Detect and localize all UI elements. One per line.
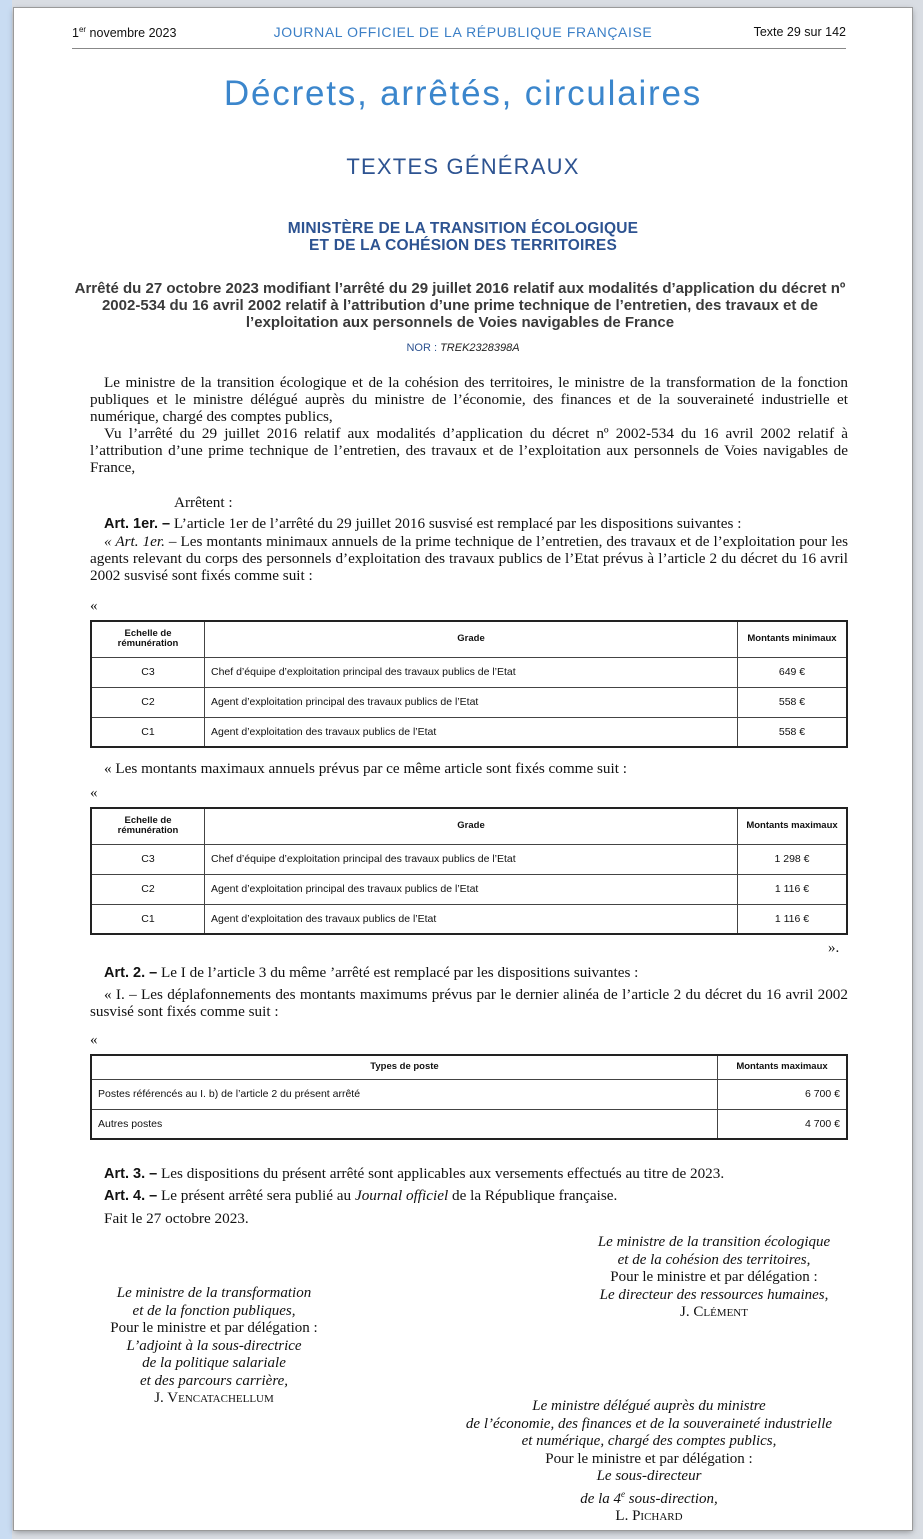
table-row: Postes référencés au I. b) de l’article 2 du présent arrêté 6 700 € bbox=[91, 1079, 847, 1109]
document-page bbox=[14, 8, 912, 1530]
article-1: Art. 1er. – L’article 1er de l’arrêté du 29 juillet 2016 susvisé est remplacé par les dispositions suivantes : « Art. 1er. – Les montants minimaux annuels de la prime technique de l’entretien, des travaux et de l’exploitation pour les agents relevant du corps des personnels d’exploitation des travaux publics de l’Etat prévus à l’article 2 du décret du 16 avril 2002 susvisé sont fixés comme suit : bbox=[90, 515, 848, 584]
arretent: Arrêtent : bbox=[174, 494, 233, 511]
table-row: C3 Chef d’équipe d’exploitation principal des travaux publics de l’Etat 649 € bbox=[91, 657, 847, 687]
signature-public-service: Le ministre de la transformation et de la fonction publiques, Pour le ministre et par délégation : L’adjoint à la sous-directrice de la politique salariale et des parcours carrière, J. Vencatachellum bbox=[110, 1285, 318, 1406]
table-post-types: Types de poste Montants maximaux Postes référencés au I. b) de l’article 2 du présent arrêté 6 700 € Autres postes 4 700 € bbox=[90, 1054, 848, 1140]
viewer-side-strip bbox=[0, 0, 12, 1539]
signature-public-accounts: Le ministre délégué auprès du ministre de l’économie, des finances et de la souveraineté industrielle et numérique, chargé des comptes publics, Pour le ministre et par délégation : Le sous-directeur de la 4e sous-direction, L. Pichard bbox=[465, 1398, 833, 1524]
open-quote: « bbox=[90, 598, 98, 614]
nor-reference: NOR : TREK2328398A bbox=[406, 342, 520, 354]
table-row: C1 Agent d’exploitation des travaux publics de l’Etat 1 116 € bbox=[91, 904, 847, 934]
table-row: C2 Agent d’exploitation principal des travaux publics de l’Etat 558 € bbox=[91, 687, 847, 717]
table-row: C3 Chef d’équipe d’exploitation principal des travaux publics de l’Etat 1 298 € bbox=[91, 844, 847, 874]
section-title: TEXTES GÉNÉRAUX bbox=[346, 154, 580, 179]
open-quote: « bbox=[90, 785, 98, 801]
article-4: Art. 4. – Le présent arrêté sera publié au Journal officiel de la République française. bbox=[104, 1187, 618, 1204]
open-quote: « bbox=[90, 1032, 98, 1048]
table-row: Autres postes 4 700 € bbox=[91, 1109, 847, 1139]
close-quote: ». bbox=[828, 940, 840, 956]
ministry-heading: MINISTÈRE DE LA TRANSITION ÉCOLOGIQUE ET DE LA COHÉSION DES TERRITOIRES bbox=[287, 220, 639, 254]
header-date: 1er novembre 2023 bbox=[72, 25, 177, 41]
page-title: Décrets, arrêtés, circulaires bbox=[223, 74, 703, 113]
article-2: Art. 2. – Le I de l’article 3 du même ’arrêté est remplacé par les dispositions suivantes : « I. – Les déplafonnements des montants maximums prévus par le dernier alinéa de l’article 2 du décret du 16 avril 2002 susvisé sont fixés comme suit : bbox=[90, 964, 848, 1020]
date-signature: Fait le 27 octobre 2023. bbox=[104, 1210, 249, 1227]
journal-name: JOURNAL OFFICIEL DE LA RÉPUBLIQUE FRANÇAISE bbox=[273, 24, 653, 40]
preamble: Le ministre de la transition écologique et de la cohésion des territoires, le ministre de la transformation de la fonction publiques et le ministre délégué auprès du ministre de l’économie, des finances et de la souveraineté industrielle et numérique, chargé des comptes publics, Vu l’arrêté du 29 juillet 2016 relatif aux modalités d’application du décret nº 2002-534 du 16 avril 2002 relatif à l’attribution d’une prime technique de l’entretien, des travaux et de l’exploitation aux personnels de Voies navigables de France, bbox=[90, 374, 848, 476]
maximum-intro: « Les montants maximaux annuels prévus par ce même article sont fixés comme suit : bbox=[104, 760, 627, 777]
table-row: C2 Agent d’exploitation principal des travaux publics de l’Etat 1 116 € bbox=[91, 874, 847, 904]
table-maximum-amounts: Echelle de rémunération Grade Montants maximaux C3 Chef d’équipe d’exploitation principal des travaux publics de l’Etat 1 298 € C2 Agent d’exploitation principal des travaux publics de l’Etat 1 116 € C1 Agent d’exploitation des travaux publics de l’Etat 1 116 € bbox=[90, 807, 848, 935]
page-header bbox=[14, 25, 912, 43]
signature-ecology: Le ministre de la transition écologique et de la cohésion des territoires, Pour le ministre et par délégation : Le directeur des ressources humaines, J. Clément bbox=[597, 1234, 831, 1320]
article-3: Art. 3. – Les dispositions du présent arrêté sont applicables aux versements effectués au titre de 2023. bbox=[104, 1165, 725, 1182]
header-rule bbox=[72, 48, 846, 49]
table-minimum-amounts: Echelle de rémunération Grade Montants minimaux C3 Chef d’équipe d’exploitation principal des travaux publics de l’Etat 649 € C2 Agent d’exploitation principal des travaux publics de l’Etat 558 € C1 Agent d’exploitation des travaux publics de l’Etat 558 € bbox=[90, 620, 848, 748]
arrete-title: Arrêté du 27 octobre 2023 modifiant l’arrêté du 29 juillet 2016 relatif aux modalités d’application du décret nº 2002-534 du 16 avril 2002 relatif à l’attribution d’une prime technique de l’entretien, des travaux et de l’exploitation aux personnels de Voies navigables de France bbox=[74, 280, 846, 331]
text-number: Texte 29 sur 142 bbox=[753, 25, 846, 39]
table-row: C1 Agent d’exploitation des travaux publics de l’Etat 558 € bbox=[91, 717, 847, 747]
